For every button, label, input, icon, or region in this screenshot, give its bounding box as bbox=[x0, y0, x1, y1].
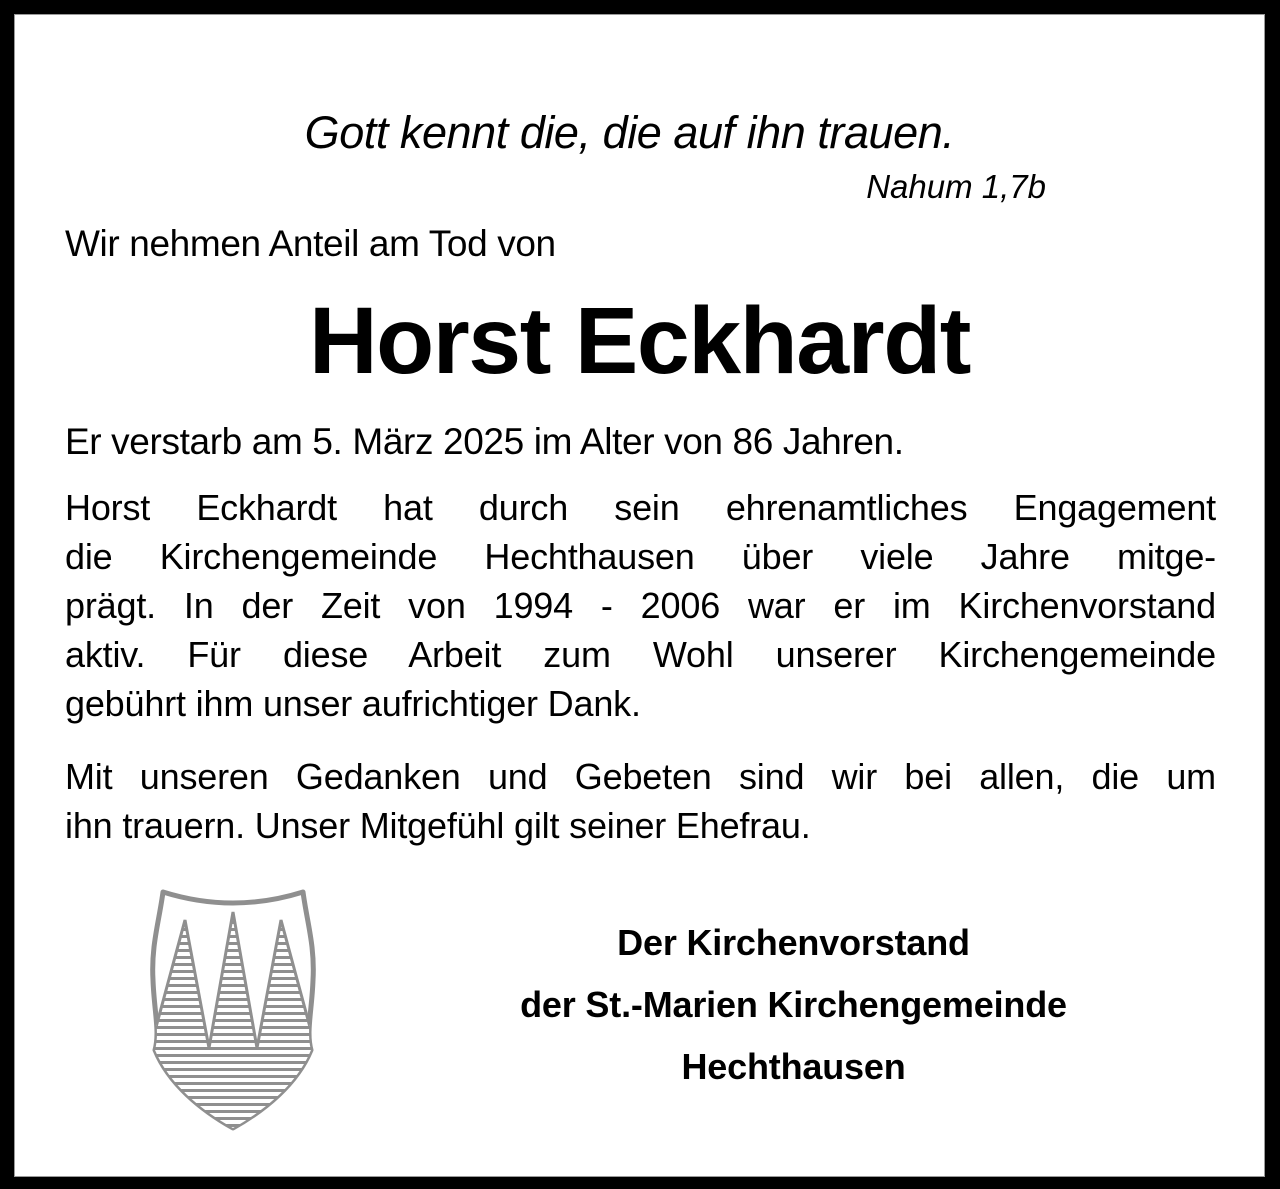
deceased-name: Horst Eckhardt bbox=[308, 288, 971, 394]
death-date-line: Er verstarb am 5. März 2025 im Alter von 86 Jahren. bbox=[65, 421, 904, 462]
condolence-line: ihn trauern. Unser Mitgefühl gilt seiner Ehefrau. bbox=[65, 805, 811, 846]
tribute-line: aktiv. Für diese Arbeit zum Wohl unserer Kirchengemeinde bbox=[65, 634, 1216, 675]
signature-line-parish: der St.-Marien Kirchengemeinde bbox=[520, 984, 1067, 1025]
scripture-quote: Gott kennt die, die auf ihn trauen. bbox=[304, 107, 955, 158]
scripture-attribution: Nahum 1,7b bbox=[866, 168, 1046, 205]
tribute-line: die Kirchengemeinde Hechthausen über viele Jahre mitge- bbox=[65, 536, 1216, 577]
condolence-line: Mit unseren Gedanken und Gebeten sind wir bei allen, die um bbox=[65, 756, 1216, 797]
signature-section bbox=[15, 884, 1264, 1134]
intro-line: Wir nehmen Anteil am Tod von bbox=[65, 223, 556, 264]
signature-line-town: Hechthausen bbox=[681, 1046, 906, 1087]
condolence-paragraph bbox=[15, 752, 1264, 850]
tribute-line: gebührt ihm unser aufrichtiger Dank. bbox=[65, 683, 641, 724]
church-shield-icon bbox=[125, 884, 341, 1134]
signature-line-board: Der Kirchenvorstand bbox=[617, 922, 970, 963]
tribute-line: prägt. In der Zeit von 1994 - 2006 war er im Kirchenvorstand bbox=[65, 585, 1216, 626]
signature-block bbox=[341, 884, 1264, 1098]
tribute-line: Horst Eckhardt hat durch sein ehrenamtliches Engagement bbox=[65, 487, 1216, 528]
tribute-paragraph bbox=[15, 483, 1264, 728]
notice-content-area bbox=[14, 14, 1265, 1177]
